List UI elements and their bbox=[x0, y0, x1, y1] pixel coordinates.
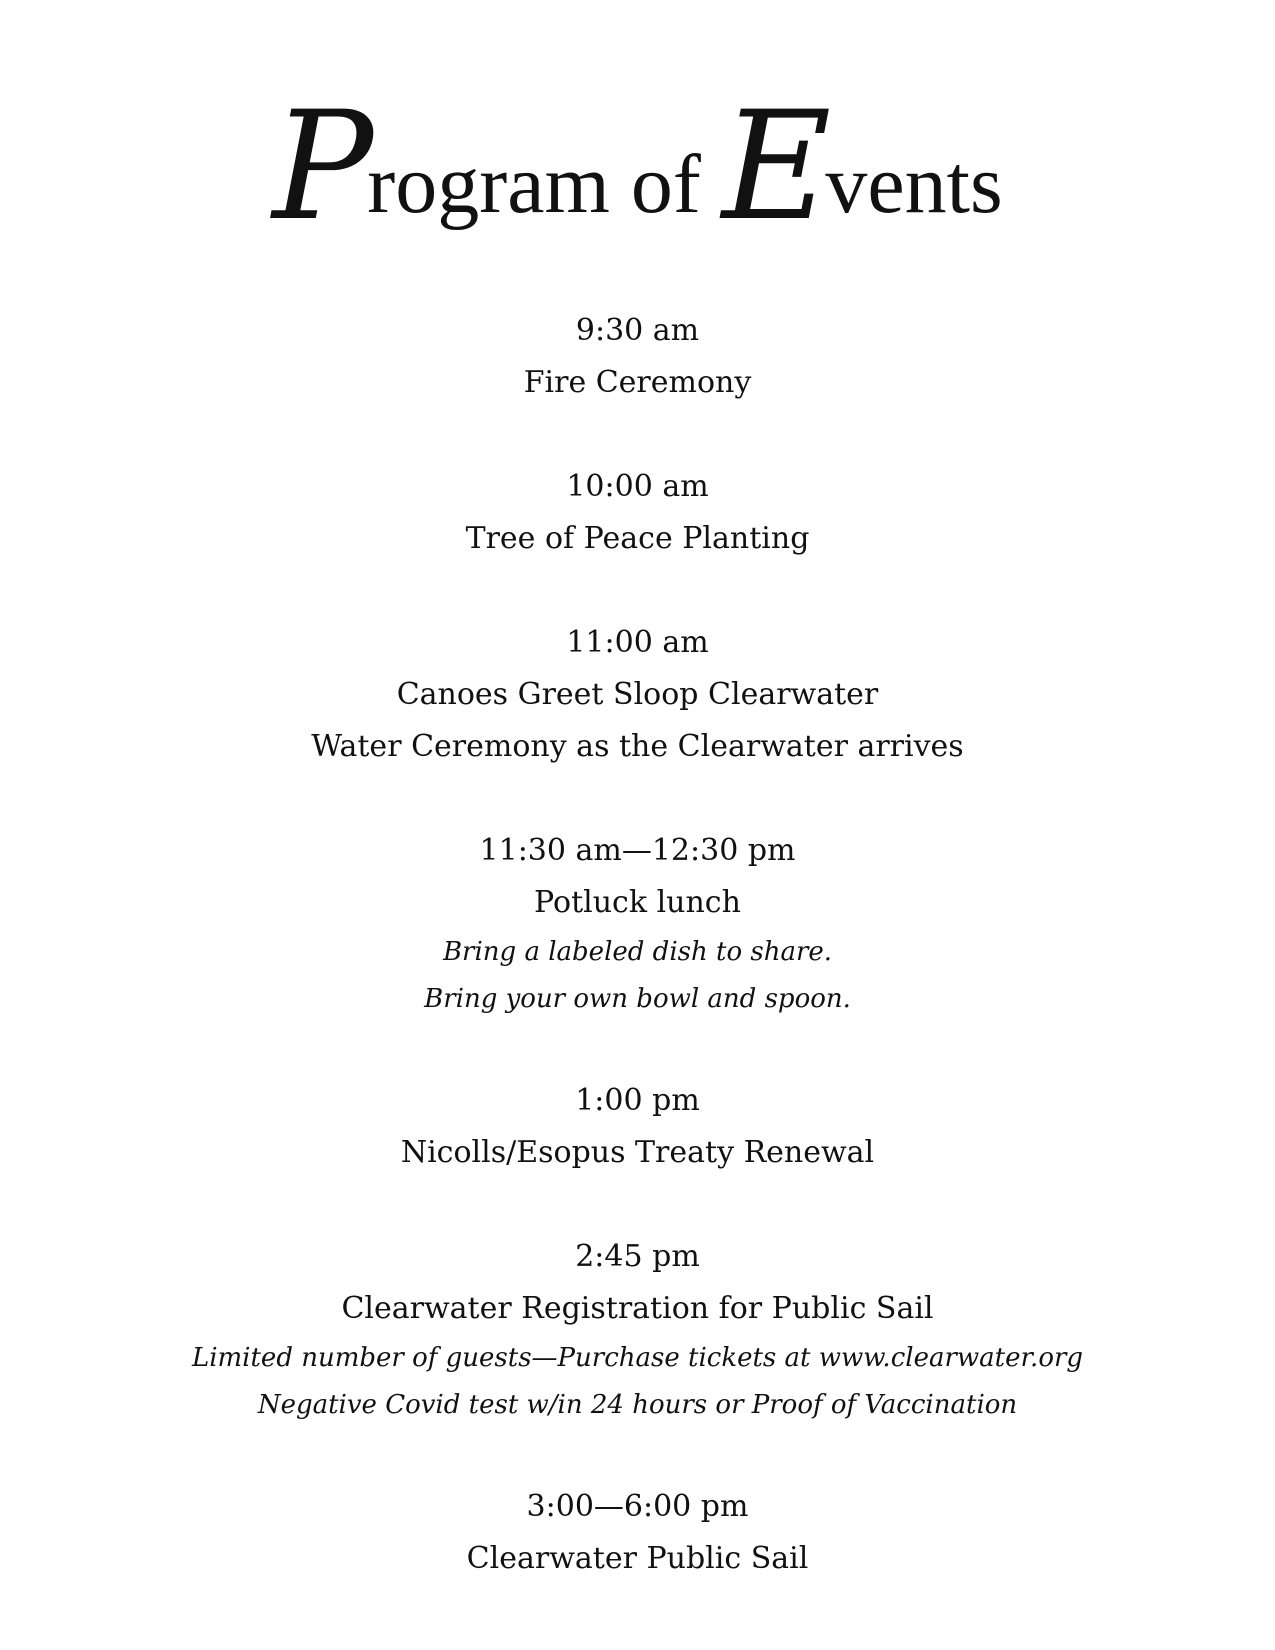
event-title: Fire Ceremony bbox=[523, 365, 752, 400]
event-time: 1:00 pm bbox=[575, 1083, 700, 1118]
event-note: Bring a labeled dish to share. bbox=[442, 937, 833, 967]
title-text-2: vents bbox=[825, 138, 1003, 231]
event-item bbox=[0, 1481, 1275, 1585]
page-title bbox=[0, 80, 1275, 254]
event-item bbox=[0, 617, 1275, 773]
event-note: Bring your own bowl and spoon. bbox=[424, 984, 851, 1014]
event-item bbox=[0, 461, 1275, 565]
event-title: Canoes Greet Sloop Clearwater bbox=[396, 677, 879, 712]
event-title: Potluck lunch bbox=[534, 885, 741, 920]
title-initial-p: P bbox=[272, 80, 368, 254]
event-time: 3:00—6:00 pm bbox=[526, 1489, 749, 1524]
event-time: 10:00 am bbox=[566, 469, 709, 504]
event-subtitle: Water Ceremony as the Clearwater arrives bbox=[311, 729, 964, 764]
event-note: Negative Covid test w/in 24 hours or Proof of Vaccination bbox=[257, 1390, 1018, 1420]
program-list bbox=[0, 305, 1275, 1637]
event-title: Nicolls/Esopus Treaty Renewal bbox=[400, 1135, 875, 1170]
event-time: 2:45 pm bbox=[575, 1239, 700, 1274]
event-title: Clearwater Registration for Public Sail bbox=[341, 1291, 934, 1326]
event-time: 11:30 am—12:30 pm bbox=[479, 833, 796, 868]
title-initial-e: E bbox=[721, 80, 826, 254]
event-time: 9:30 am bbox=[575, 313, 700, 348]
event-note: Limited number of guests—Purchase tickets at www.clearwater.org bbox=[191, 1343, 1084, 1373]
event-time: 11:00 am bbox=[566, 625, 709, 660]
title-text-1: rogram of bbox=[367, 138, 722, 231]
event-item bbox=[0, 1075, 1275, 1179]
event-title: Tree of Peace Planting bbox=[465, 521, 810, 556]
event-title: Clearwater Public Sail bbox=[466, 1541, 809, 1576]
event-item bbox=[0, 305, 1275, 409]
event-item bbox=[0, 825, 1275, 1023]
event-item bbox=[0, 1231, 1275, 1429]
